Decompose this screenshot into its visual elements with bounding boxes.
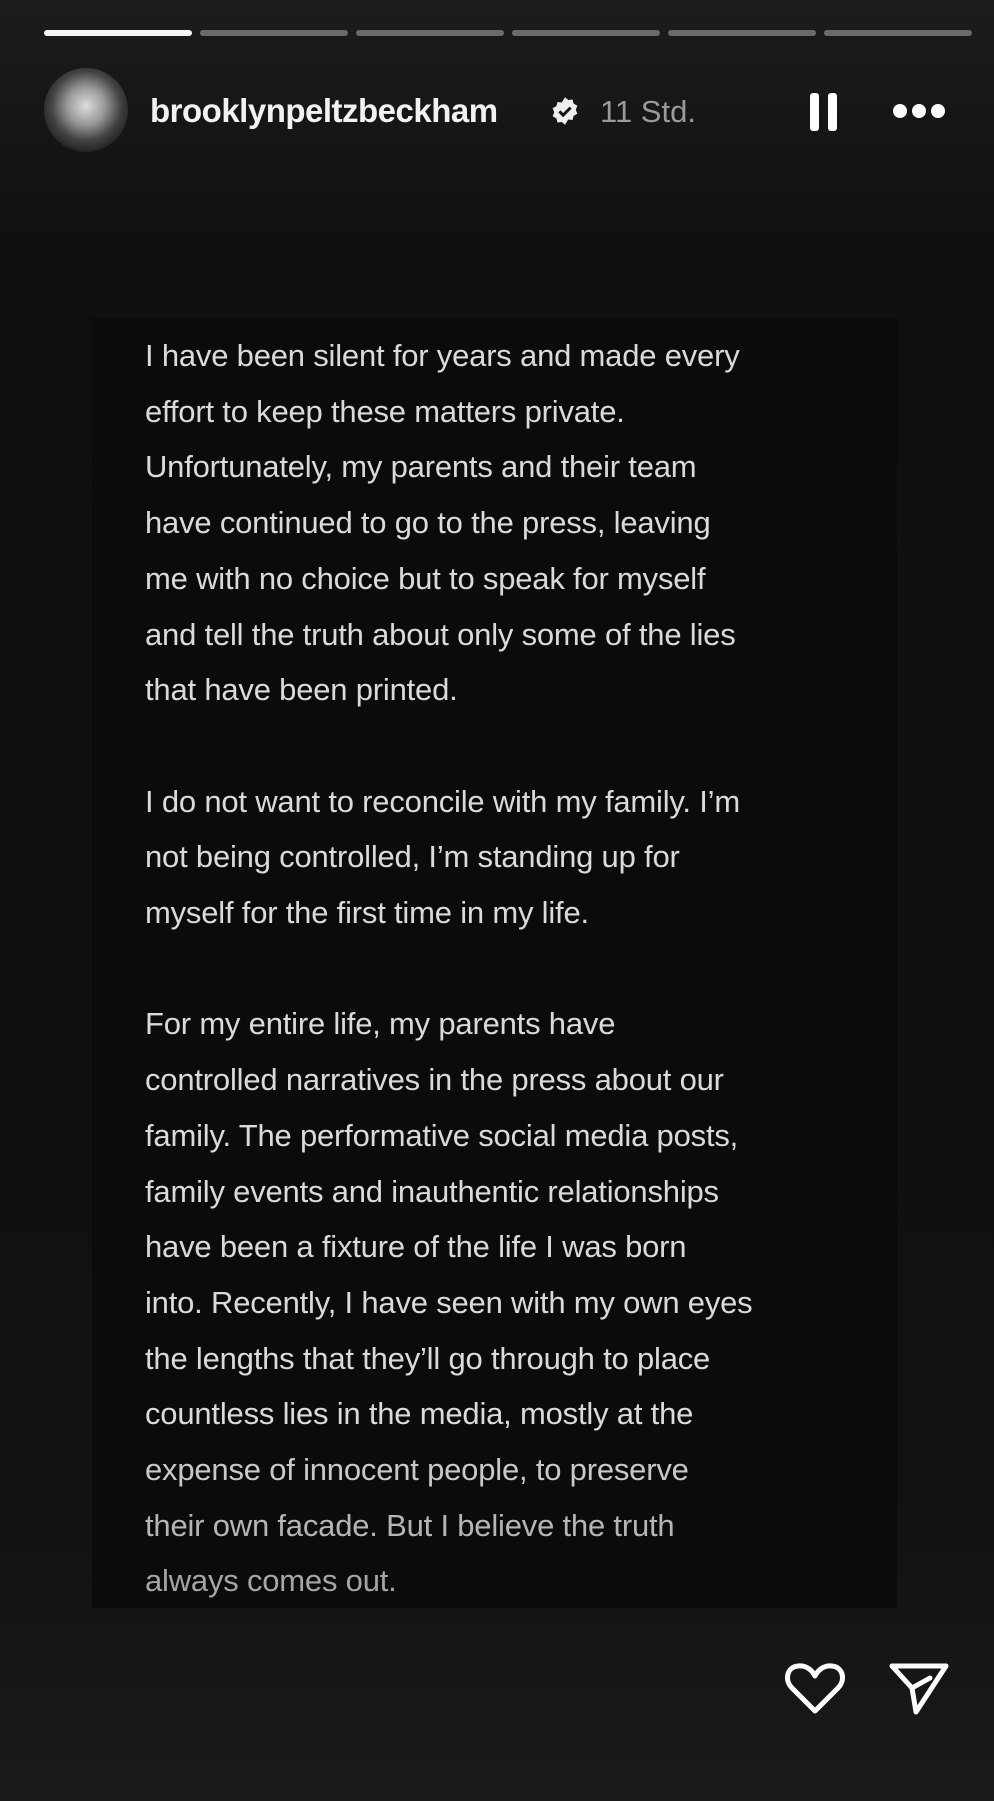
statement-line: For my entire life, my parents have bbox=[145, 1006, 616, 1042]
statement-line: and tell the truth about only some of the lies bbox=[145, 616, 736, 652]
statement-paragraph bbox=[145, 774, 905, 941]
statement-line: controlled narratives in the press about our bbox=[145, 1062, 724, 1098]
progress-segment bbox=[668, 30, 816, 36]
statement-line: into. Recently, I have seen with my own eyes bbox=[145, 1284, 753, 1320]
heart-icon bbox=[787, 1666, 842, 1711]
statement-paragraph bbox=[145, 328, 905, 718]
story-progress-bar bbox=[44, 30, 972, 36]
statement-line: the lengths that they’ll go through to place bbox=[145, 1340, 711, 1376]
statement-line: myself for the first time in my life. bbox=[145, 895, 589, 931]
pause-icon bbox=[810, 93, 819, 131]
story-statement-text bbox=[145, 328, 905, 1665]
progress-segment-active bbox=[44, 30, 192, 36]
share-button[interactable] bbox=[886, 1658, 952, 1718]
progress-segment bbox=[200, 30, 348, 36]
more-dots-icon bbox=[893, 104, 907, 118]
statement-line: have been a fixture of the life I was born bbox=[145, 1229, 687, 1265]
statement-line: countless lies in the media, mostly at the bbox=[145, 1396, 694, 1432]
progress-segment bbox=[356, 30, 504, 36]
pause-icon bbox=[828, 93, 837, 131]
statement-line: effort to keep these matters private. bbox=[145, 393, 625, 429]
statement-line: have continued to go to the press, leaving bbox=[145, 505, 711, 541]
statement-line: family. The performative social media posts, bbox=[145, 1117, 739, 1153]
more-options-button[interactable] bbox=[893, 98, 949, 124]
username[interactable]: brooklynpeltzbeckham bbox=[150, 92, 498, 129]
statement-line: I do not want to reconcile with my family. I’m bbox=[145, 783, 740, 819]
statement-line: I have been silent for years and made every bbox=[145, 338, 740, 373]
verified-badge-icon bbox=[550, 96, 580, 126]
progress-segment bbox=[512, 30, 660, 36]
statement-line: me with no choice but to speak for myself bbox=[145, 560, 706, 596]
statement-line: expense of innocent people, to preserve bbox=[145, 1452, 689, 1488]
statement-line: Unfortunately, my parents and their team bbox=[145, 449, 697, 485]
more-dots-icon bbox=[912, 104, 926, 118]
more-dots-icon bbox=[931, 104, 945, 118]
statement-line: their own facade. But I believe the truth bbox=[145, 1507, 675, 1543]
avatar[interactable] bbox=[44, 68, 128, 152]
statement-line: always comes out. bbox=[145, 1563, 397, 1599]
statement-line: family events and inauthentic relationships bbox=[145, 1173, 719, 1209]
pause-button[interactable] bbox=[810, 93, 840, 131]
story-timestamp: 11 Std. bbox=[600, 94, 696, 129]
statement-line: not being controlled, I’m standing up for bbox=[145, 839, 680, 875]
statement-line: that have been printed. bbox=[145, 672, 458, 708]
like-button[interactable] bbox=[782, 1658, 848, 1718]
send-icon bbox=[892, 1666, 946, 1712]
progress-segment bbox=[824, 30, 972, 36]
statement-paragraph bbox=[145, 996, 905, 1609]
